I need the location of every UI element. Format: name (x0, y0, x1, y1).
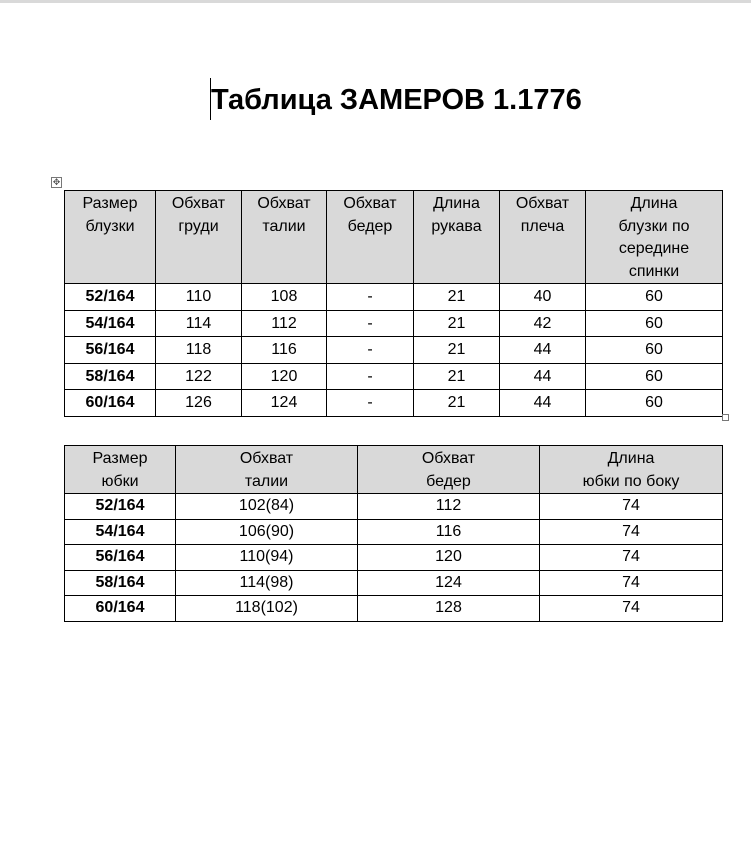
header-cell: Обхват бедер (358, 446, 540, 494)
table-row (65, 519, 723, 545)
table-cell: - (327, 363, 414, 390)
table-cell: 74 (540, 545, 723, 571)
table-cell: - (327, 390, 414, 417)
table-header-row (65, 191, 723, 284)
header-cell: Длина блузки по середине спинки (586, 191, 723, 284)
size-cell: 58/164 (65, 363, 156, 390)
table-cell: 120 (242, 363, 327, 390)
table-cell: 110(94) (176, 545, 358, 571)
header-cell: Длина юбки по боку (540, 446, 723, 494)
table-cell: 60 (586, 337, 723, 364)
size-cell: 58/164 (65, 570, 176, 596)
table-cell: 124 (242, 390, 327, 417)
table-row (65, 494, 723, 520)
document-title: Таблица ЗАМЕРОВ 1.1776 (211, 84, 582, 116)
table-cell: 21 (414, 390, 500, 417)
table-cell: 60 (586, 310, 723, 337)
table-row (65, 363, 723, 390)
header-cell: Обхват груди (156, 191, 242, 284)
table-cell: 112 (358, 494, 540, 520)
header-cell: Обхват талии (242, 191, 327, 284)
table-cell: 60 (586, 390, 723, 417)
table-cell: 21 (414, 310, 500, 337)
table-cell: 126 (156, 390, 242, 417)
table-cell: 114 (156, 310, 242, 337)
table-cell: 40 (500, 284, 586, 311)
table-row (65, 284, 723, 311)
table-cell: 124 (358, 570, 540, 596)
table-row (65, 545, 723, 571)
table-cell: 118 (156, 337, 242, 364)
table-header-row (65, 446, 723, 494)
size-cell: 60/164 (65, 596, 176, 622)
header-cell: Размер блузки (65, 191, 156, 284)
table-cell: 21 (414, 363, 500, 390)
table-cell: 120 (358, 545, 540, 571)
size-cell: 54/164 (65, 310, 156, 337)
table-cell: 74 (540, 519, 723, 545)
table-cell: 74 (540, 596, 723, 622)
header-cell: Длина рукава (414, 191, 500, 284)
table-row (65, 310, 723, 337)
table-cell: 108 (242, 284, 327, 311)
table-cell: 44 (500, 390, 586, 417)
header-cell: Обхват талии (176, 446, 358, 494)
table-row (65, 570, 723, 596)
table-cell: 42 (500, 310, 586, 337)
table-row (65, 596, 723, 622)
table-cell: 118(102) (176, 596, 358, 622)
table-row (65, 390, 723, 417)
table-cell: 122 (156, 363, 242, 390)
header-cell: Обхват бедер (327, 191, 414, 284)
table-cell: 116 (358, 519, 540, 545)
size-cell: 56/164 (65, 545, 176, 571)
size-cell: 54/164 (65, 519, 176, 545)
table-cell: 74 (540, 494, 723, 520)
header-cell: Размер юбки (65, 446, 176, 494)
table-cell: 44 (500, 363, 586, 390)
header-cell: Обхват плеча (500, 191, 586, 284)
table-cell: 21 (414, 284, 500, 311)
table-cell: 74 (540, 570, 723, 596)
table-cell: 128 (358, 596, 540, 622)
table-cell: 116 (242, 337, 327, 364)
size-cell: 52/164 (65, 494, 176, 520)
table-cell: 112 (242, 310, 327, 337)
size-cell: 52/164 (65, 284, 156, 311)
table-cell: 106(90) (176, 519, 358, 545)
table-cell: 44 (500, 337, 586, 364)
skirt-measurements-table (64, 445, 723, 622)
resize-handle-icon[interactable] (722, 414, 729, 421)
move-icon[interactable]: ✥ (52, 177, 61, 187)
blouse-measurements-table (64, 190, 723, 417)
size-cell: 60/164 (65, 390, 156, 417)
window-top-border (0, 0, 751, 3)
table-cell: - (327, 284, 414, 311)
table-cell: 114(98) (176, 570, 358, 596)
table-cell: 110 (156, 284, 242, 311)
table-cell: - (327, 310, 414, 337)
size-cell: 56/164 (65, 337, 156, 364)
table-row (65, 337, 723, 364)
table-cell: 21 (414, 337, 500, 364)
table-cell: 60 (586, 284, 723, 311)
table-cell: 60 (586, 363, 723, 390)
table-cell: 102(84) (176, 494, 358, 520)
table-cell: - (327, 337, 414, 364)
